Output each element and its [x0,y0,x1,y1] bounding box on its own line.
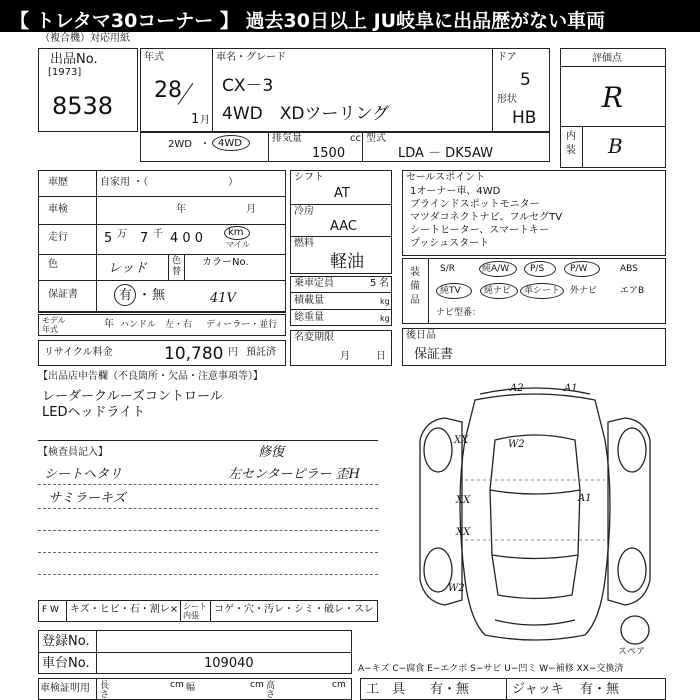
doors-label: ドア [497,52,517,63]
year-month: 1 [191,112,200,127]
model-year-label: モデル年式 [42,316,66,334]
equip-item: ABS [620,264,638,274]
displacement-value: 1500 [312,146,346,161]
banner: 【 トレタマ30コーナー 】 過去30日以上 JU岐阜に出品歴がない車両 [0,0,700,32]
year-value: 28 [154,78,182,103]
inspector-line: サミラーキズ [48,491,126,506]
mileage-rest: 4 0 0 [170,231,204,246]
equip-item: S/R [440,264,455,274]
equip-item: 純ナビ [484,286,512,296]
doors-value: 5 [520,70,531,90]
chassis-label: 車台No. [42,656,90,671]
equip-item: P/W [570,264,588,274]
cert-cm: cm [250,680,264,690]
warranty-no: 無 [152,288,166,303]
recycle-label: リサイクル料金 [44,347,113,358]
damage-mark: XX [454,435,469,446]
repair-label: 修復 [258,445,285,460]
mileage-label: 走行 [48,232,68,243]
recycle-note: 預託済 [246,347,276,358]
score-label: 評価点 [592,53,622,64]
damage-mark: W2 [508,439,525,450]
warranty-label: 保証書 [48,289,78,300]
damage-mark: XX [456,527,471,538]
lot-stamp: [1973] [48,67,82,78]
dealer-notes-label: 【出品店申告欄（不良箇所・欠品・注意事項等）】 [38,371,263,382]
history-label: 車歴 [48,177,68,188]
model-year-unit: 年 [104,319,114,330]
damage-legend: A−キズ C−腐食 E−エクボ S−サビ U−凹ミ W−補修 XX−交換済 [358,664,624,674]
mileage-mile-unit: マイル [226,240,250,249]
mileage-sen-unit: 千 [153,229,163,240]
sales-line: プッシュスタート [410,238,490,249]
color-code-value: 41V [210,291,236,306]
drive-2wd: 2WD [168,139,192,150]
capacity-label: 乗車定員 [294,278,334,289]
dealer-note-line: LEDヘッドライト [42,405,146,420]
load-unit: kg [380,297,390,306]
inspection-month-unit: 月 [246,204,256,215]
damage-mark: A2 [510,383,524,394]
color-label: 色 [48,259,58,270]
navi-label: ナビ型番： [436,308,482,318]
subheader: （複合機）対応用紙 [40,33,130,44]
mileage-man-unit: 万 [117,229,127,240]
fw-seat-label: シート内張 [183,602,207,620]
equip-item: 純A/W [482,264,510,274]
dealer-note-line: レーダークルーズコントロール [42,389,223,404]
sales-line: シートヒーター、スマートキー [410,225,549,236]
tools-value: 有・無 [430,682,470,697]
model-year-handle: ハンドル 左・右 [120,320,193,330]
mileage-man: 5 [104,231,113,246]
inspection-label: 車検 [48,204,68,215]
interior-value: B [608,134,623,158]
mileage-sen: 7 [140,231,149,246]
fw-items: キズ・ヒビ・石・割レ× [70,604,179,615]
damage-mark: A1 [578,493,592,504]
cooler-value: AAC [330,219,357,234]
model-code-value: LDA － DK5AW [398,146,494,161]
equip-item: エアB [620,286,645,296]
body-type-value: HB [512,108,537,128]
load-label: 積載量 [294,295,324,306]
cert-width: 幅 [186,683,196,693]
color-change-label: 色替 [172,256,182,277]
recycle-unit: 円 [228,347,238,358]
rear-date-value: 保証書 [414,347,454,362]
interior-label: 内装 [566,131,576,156]
damage-mark: A1 [564,383,578,394]
warranty-sep: ・ [138,288,152,303]
model-name: CX－3 [222,76,274,96]
chassis-value: 109040 [204,656,254,671]
year-label: 年式 [144,52,164,63]
inspection-year-unit: 年 [176,204,186,215]
displacement-label: 排気量 [272,133,302,144]
equip-item: 純TV [440,286,461,296]
history-value: 自家用 ・（ ） [100,177,239,188]
inspector-label: 【検査員記入】 [38,447,108,458]
sales-line: マツダコネクトナビ、フルセグTV [410,212,563,223]
fuel-value: 軽油 [330,252,364,272]
year-month-unit: 月 [200,115,210,126]
shift-value: AT [334,186,350,201]
jack-value: 有・無 [580,682,620,697]
fw-label: F W [42,605,59,615]
recycle-value: 10,780 [164,344,224,364]
cooler-label: 冷房 [294,206,314,217]
shift-label: シフト [294,172,324,183]
body-type-label: 形状 [497,94,517,105]
cert-cm: cm [332,680,346,690]
capacity-unit: 名 [379,278,389,289]
cert-label: 車検証明用 [40,683,90,694]
reg-date-day: 日 [376,351,386,362]
tools-label: 工 具 [366,682,406,697]
model-grade: 4WD XDツーリング [222,104,390,124]
reg-date-month: 月 [340,351,350,362]
weight-unit: kg [380,314,390,323]
inspector-line: シートヘタリ [44,467,123,482]
sales-line: 1オーナー車、4WD [410,186,501,197]
equip-item: 革シート [524,286,561,296]
rear-date-label: 後日品 [406,330,436,341]
cert-cm: cm [170,680,184,690]
sales-label: セールスポイント [406,172,486,183]
fw-seat-items: コゲ・穴・汚レ・シミ・破レ・スレ [214,604,374,615]
car-diagram [400,380,670,660]
equipment-label: 装備品 [410,267,420,306]
damage-mark: XX [456,495,471,506]
cert-length: 長さ [100,681,110,700]
capacity-value: 5 [370,278,377,289]
model-code-label: 型式 [366,133,386,144]
sales-line: ブラインドスポットモニター [410,199,540,210]
drive-4wd: 4WD [218,138,242,149]
warranty-yes: 有 [119,288,133,303]
jack-label: ジャッキ [512,682,564,697]
color-value: レッド [108,261,147,276]
lot-label: 出品No. [50,52,98,67]
spare-label: スペア [618,647,646,657]
displacement-unit: cc [350,133,361,144]
repair-note: 左センターピラー 歪H [228,467,360,482]
color-code-label: カラーNo. [202,257,249,268]
lot-number: 8538 [52,92,114,120]
model-label: 車名・グレード [216,52,286,63]
fuel-label: 燃料 [294,238,314,249]
equip-item: P/S [530,264,545,274]
reg-date-label: 名変期限 [294,332,334,343]
mileage-km-unit: km [228,227,244,238]
model-year-dealer: ディーラー・並行 [206,320,278,330]
equip-item: 外ナビ [570,286,598,296]
cert-height: 高さ [266,681,276,700]
weight-label: 総重量 [294,312,324,323]
damage-mark: W2 [448,583,465,594]
score-value: R [602,81,624,114]
registration-label: 登録No. [42,634,90,649]
